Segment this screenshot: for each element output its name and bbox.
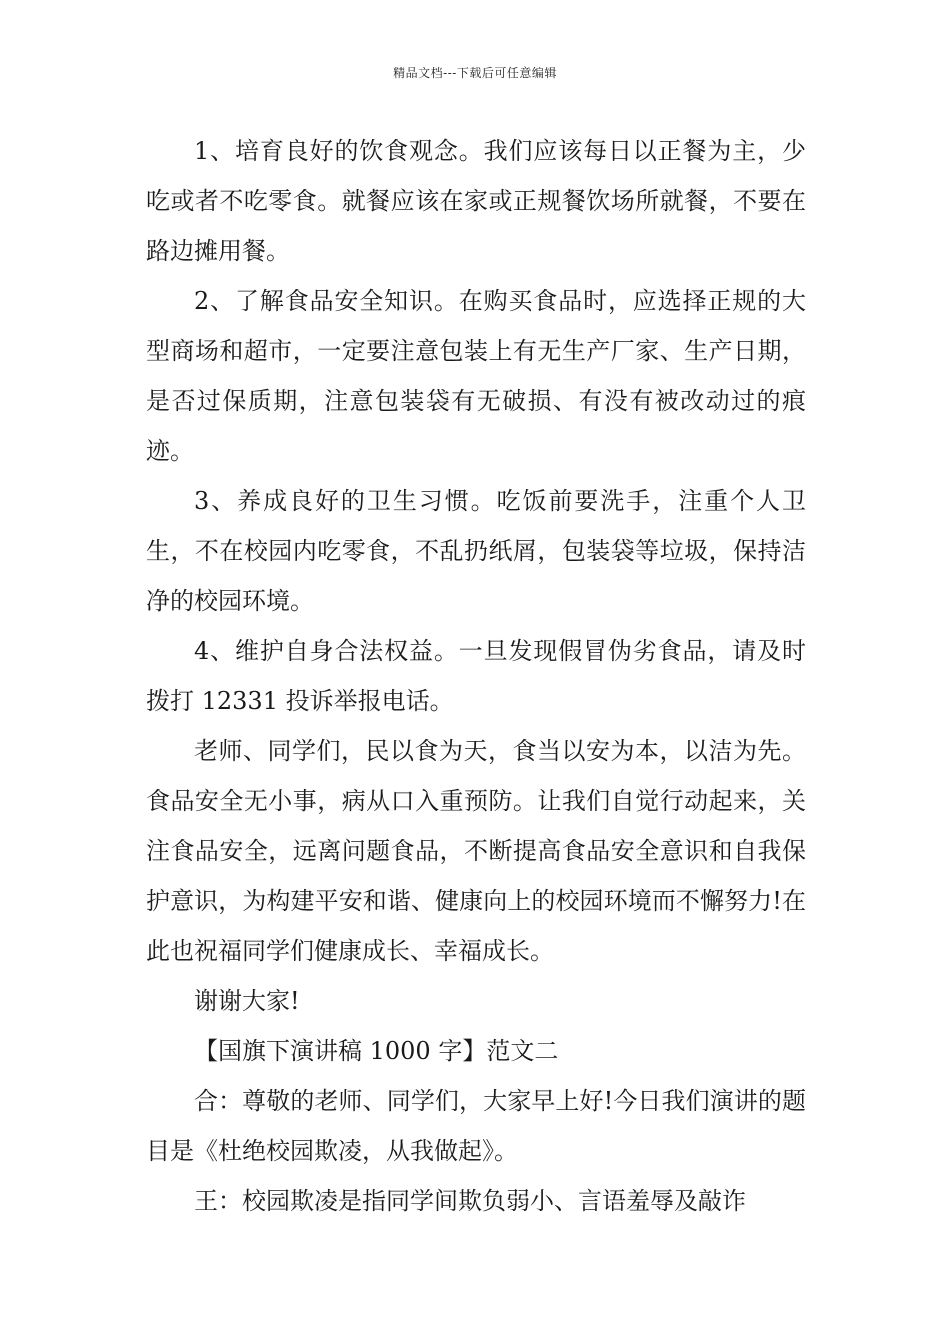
- section-heading-sample-two: 【国旗下演讲稿 1000 字】范文二: [194, 1037, 559, 1065]
- paragraph-legal-rights: 4、维护自身合法权益。一旦发现假冒伪劣食品，请及时拨打 12331 投诉举报电话。: [146, 637, 806, 715]
- paragraph-food-safety-knowledge: 2、了解食品安全知识。在购买食品时，应选择正规的大型商场和超市，一定要注意包装上有无生产厂家、生产日期，是否过保质期，注意包装袋有无破损、有没有被改动过的痕迹。: [146, 287, 806, 465]
- paragraph-hygiene-habits: 3、养成良好的卫生习惯。吃饭前要洗手，注重个人卫生，不在校园内吃零食，不乱扔纸屑，包装袋等垃圾，保持洁净的校园环境。: [146, 487, 806, 615]
- paragraph-food-habits: 1、培育良好的饮食观念。我们应该每日以正餐为主，少吃或者不吃零食。就餐应该在家或正规餐饮场所就餐，不要在路边摊用餐。: [146, 137, 806, 265]
- paragraph-wang-bullying-definition: 王：校园欺凌是指同学间欺负弱小、言语羞辱及敲诈: [194, 1187, 746, 1215]
- document-body: [146, 126, 806, 1226]
- page-header: 精品文档---下载后可任意编辑: [393, 66, 557, 80]
- paragraph-thanks: 谢谢大家!: [194, 987, 300, 1015]
- paragraph-closing-appeal: 老师、同学们，民以食为天，食当以安为本，以洁为先。食品安全无小事，病从口入重预防。让我们自觉行动起来，关注食品安全，远离问题食品，不断提高食品安全意识和自我保护意识，为构建平安和谐、健康向上的校园环境而不懈努力!在此也祝福同学们健康成长、幸福成长。: [146, 737, 806, 965]
- paragraph-joint-greeting: 合：尊敬的老师、同学们，大家早上好!今日我们演讲的题 目是《杜绝校园欺凌，从我做起》。: [146, 1087, 806, 1165]
